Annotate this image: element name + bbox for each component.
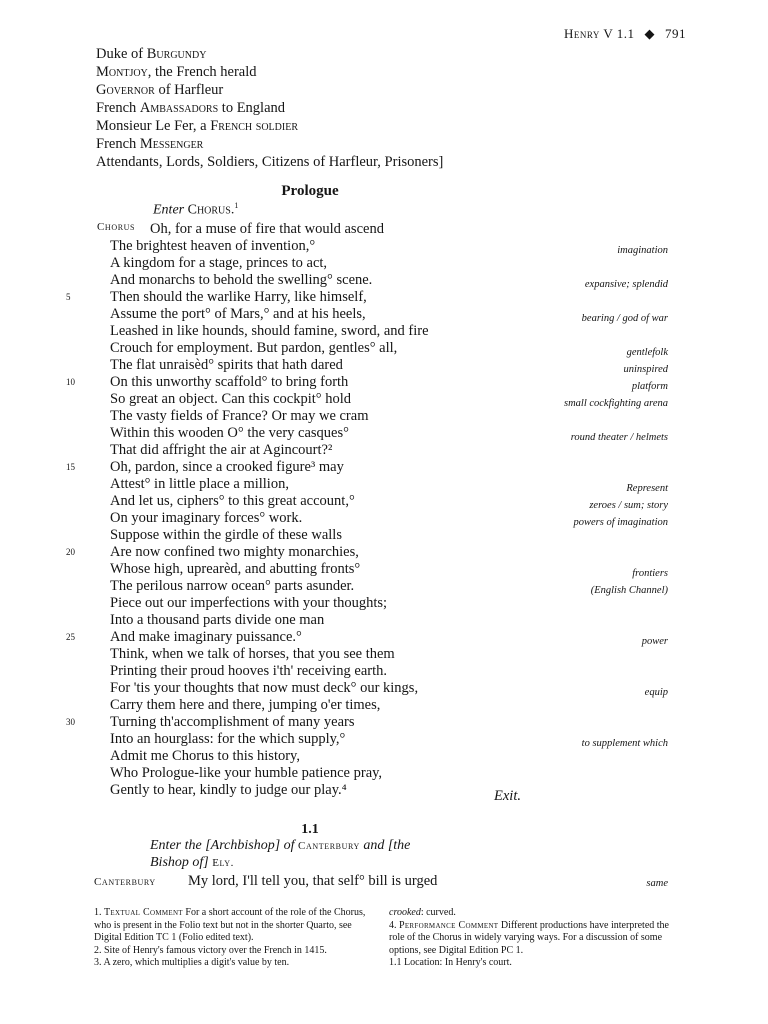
verse-line: The flat unraisèd° spirits that hath dared [110,357,343,373]
gloss: Represent [626,483,668,494]
verse-line: That did affright the air at Agincourt?² [110,442,333,458]
verse-line: Are now confined two mighty monarchies, [110,544,359,560]
verse-line: Who Prologue-like your humble patience pray, [110,765,383,781]
verse-line: Gently to hear, kindly to judge our play.⁴ [110,782,347,798]
separator-diamond-icon: ◆ [644,26,655,41]
footnotes-left-column [94,907,372,970]
line-number: 30 [66,717,75,727]
cast-item: Montjoy, the French herald [96,64,257,80]
cast-item: Duke of Burgundy [96,46,207,62]
verse-line: And let us, ciphers° to this great account,° [110,493,355,509]
footnote-4: 4. Performance Comment Different productions have interpreted the role of the Chorus in widely varying ways. For a discussion of some options, see Digital Edition PC 1. [389,919,669,956]
verse-line: The perilous narrow ocean° parts asunder. [110,578,355,594]
verse-line: On your imaginary forces° work. [110,510,303,526]
gloss: small cockfighting arena [563,398,668,409]
scene-number: 1.1 [301,822,319,837]
line-number: 25 [66,632,75,642]
stage-direction-exit: Exit. [494,788,521,804]
verse-lines [110,221,429,799]
stage-direction-enter: Enter Chorus.$^1$ [153,201,239,218]
footnote-5: 1.1 Location: In Henry's court. [389,957,512,968]
line-number: 15 [66,462,75,472]
verse-line: Oh, for a muse of fire that would ascend [150,221,384,237]
speaker-chorus: Chorus [97,221,136,233]
gloss: powers of imagination [573,517,668,528]
footnote-1: 1. Textual Comment For a short account of the role of the Chorus, who is present in the Folio text but not in the shorter Quarto, see Digital Edition TC 1 (Folio edited text). [94,907,366,943]
verse-line: For 'tis your thoughts that now must deck° our kings, [110,680,419,696]
gloss: frontiers [632,568,668,579]
gloss: expansive; splendid [584,279,668,290]
cast-item: Attendants, Lords, Soldiers, Citizens of Harfleur, Prisoners] [96,154,444,170]
verse-line: The brightest heaven of invention,° [110,238,316,254]
cast-item: Governor of Harfleur [96,82,224,98]
verse-line: Leashed in like hounds, should famine, sword, and fire [110,323,429,339]
verse-line: Then should the warlike Harry, like himself, [110,289,367,305]
verse-line: Crouch for employment. But pardon, gentles° all, [110,340,398,356]
cast-item: Monsieur Le Fer, a French soldier [96,118,298,134]
footnote-continuation: crooked: curved. [389,907,456,918]
verse-line: Suppose within the girdle of these walls [110,527,342,543]
gloss: round theater / helmets [570,432,668,443]
gloss: bearing / god of war [581,313,668,324]
verse-line: The vasty fields of France? Or may we cram [110,408,369,424]
gloss: platform [631,381,668,392]
gloss: to supplement which [581,738,668,749]
verse-line: So great an object. Can this cockpit° hold [110,391,351,407]
verse-line: Whose high, uprearèd, and abutting fronts° [110,561,361,577]
verse-line: Piece out our imperfections with your thoughts; [110,595,388,611]
gloss: power [641,636,668,647]
gloss: zeroes / sum; story [589,500,668,511]
verse-line: Within this wooden O° the very casques° [110,425,349,441]
verse-line: Into an hourglass: for the which supply,° [110,731,346,747]
verse-line: Admit me Chorus to this history, [110,748,300,764]
cast-item: French Ambassadors to England [96,100,286,116]
verse-line: Carry them here and there, jumping o'er times, [110,697,381,713]
cast-item: French Messenger [96,136,204,152]
verse-line: And make imaginary puissance.° [110,629,302,645]
stage-direction-enter-scene: Enter the [Archbishop] of Canterbury and [the [150,838,411,853]
footnotes-right-column [389,907,677,970]
footnote-3: 3. A zero, which multiplies a digit's value by ten. [94,957,290,968]
prologue-title: Prologue [281,183,339,199]
gloss: uninspired [623,364,668,375]
line-number: 5 [66,292,71,302]
running-header [564,26,686,42]
gloss: equip [644,687,668,698]
gloss: imagination [617,245,668,256]
line-number: 10 [66,377,75,387]
gloss: same [646,878,668,889]
verse-line: Oh, pardon, since a crooked figure³ may [110,459,344,475]
running-head-title: Henry V 1.1 [563,26,635,41]
verse-line: A kingdom for a stage, princes to act, [110,255,328,271]
verse-line: My lord, I'll tell you, that self° bill is urged [188,873,438,889]
verse-line: Printing their proud hooves i'th' receiving earth. [110,663,388,679]
verse-line: Think, when we talk of horses, that you see them [110,646,395,662]
speaker-canterbury: Canterbury [94,876,156,888]
line-number: 20 [66,547,75,557]
verse-line: On this unworthy scaffold° to bring forth [110,374,349,390]
page-number: 791 [665,26,686,41]
gloss: gentlefolk [626,347,668,358]
verse-line: Assume the port° of Mars,° and at his heels, [110,306,366,322]
verse-line: Into a thousand parts divide one man [110,612,325,628]
verse-line: And monarchs to behold the swelling° scene. [110,272,373,288]
footnote-2: 2. Site of Henry's famous victory over the French in 1415. [94,944,327,956]
verse-line: Turning th'accomplishment of many years [110,714,355,730]
gloss: (English Channel) [590,585,668,596]
verse-line: Attest° in little place a million, [110,476,289,492]
stage-direction-enter-scene-cont: Bishop of] Ely. [150,855,234,870]
